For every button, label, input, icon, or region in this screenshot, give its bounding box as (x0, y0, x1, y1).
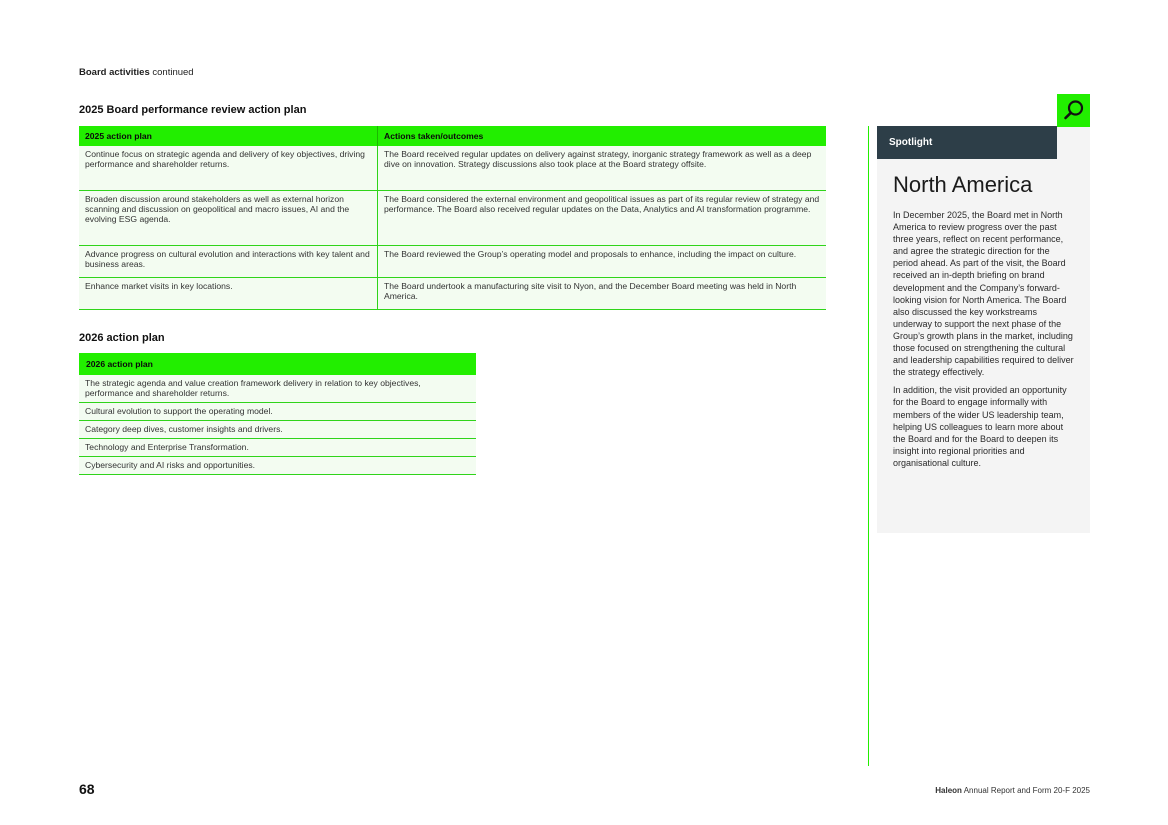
table-row (79, 375, 476, 403)
section-continued: continued (152, 67, 194, 78)
action-cell: Continue focus on strategic agenda and delivery of key objectives, driving performance and shareholder returns. (79, 146, 378, 191)
action-cell: Enhance market visits in key locations. (79, 278, 378, 310)
plan-cell: Technology and Enterprise Transformation. (79, 439, 476, 457)
table-row (79, 191, 826, 246)
spotlight-title: North America (893, 172, 1033, 197)
section-header (79, 67, 194, 78)
column-header-action-plan: 2025 action plan (79, 126, 378, 146)
table-row (79, 421, 476, 439)
plan-cell: Cultural evolution to support the operating model. (79, 403, 476, 421)
outcome-cell: The Board received regular updates on delivery against strategy, inorganic strategy framework as well as a deep dive on innovation. Strategy discussions also took place at the Board strategy offsite. (378, 146, 827, 191)
outcome-cell: The Board undertook a manufacturing site visit to Nyon, and the December Board meeting was held in North America. (378, 278, 827, 310)
table-row (79, 246, 826, 278)
action-cell: Broaden discussion around stakeholders as well as external horizon scanning and discussion on geopolitical and macro issues, AI and the evolving ESG agenda. (79, 191, 378, 246)
review-2025-table (79, 126, 826, 310)
footer-doc: Annual Report and Form 20-F 2025 (963, 786, 1090, 795)
table-row (79, 278, 826, 310)
table-row (79, 457, 476, 475)
plan-cell: Category deep dives, customer insights and drivers. (79, 421, 476, 439)
plan-2026-title: 2026 action plan (79, 332, 165, 344)
table-row (79, 439, 476, 457)
page-number: 68 (79, 781, 95, 797)
search-icon (1057, 94, 1090, 127)
footer-doc-title (935, 786, 1090, 795)
column-header-outcomes: Actions taken/outcomes (378, 126, 827, 146)
spotlight-body (893, 209, 1077, 475)
column-header-2026-plan: 2026 action plan (79, 353, 476, 375)
footer-brand: Haleon (935, 786, 962, 795)
plan-cell: Cybersecurity and AI risks and opportunities. (79, 457, 476, 475)
section-title: Board activities (79, 67, 150, 78)
outcome-cell: The Board considered the external environment and geopolitical issues as part of its regular review of strategy and performance. The Board also received regular updates on the Data, Analytics and AI transformation programme. (378, 191, 827, 246)
spotlight-tab: Spotlight (877, 126, 1057, 159)
vertical-divider (868, 126, 869, 766)
review-2025-title: 2025 Board performance review action plan (79, 104, 307, 116)
outcome-cell: The Board reviewed the Group’s operating model and proposals to enhance, including the impact on culture. (378, 246, 827, 278)
spotlight-paragraph: In addition, the visit provided an opportunity for the Board to engage informally with members of the wider US leadership team, helping US colleagues to learn more about the Board and for the Board to deepen its insight into regional priorities and organisational culture. (893, 385, 1067, 468)
spotlight-paragraph: In December 2025, the Board met in North America to review progress over the past three years, reflect on recent performance, and agree the strategic direction for the period ahead. As part of the visit, the Board received an in-depth briefing on brand development and the Company’s forward-looking vision for North America. The Board also discussed the key workstreams underway to support the next phase of the Group’s growth plans in the market, including those focused on strengthening the cultural and leadership capabilities required to deliver the strategy effectively. (893, 210, 1074, 378)
plan-2026-table (79, 353, 476, 475)
table-row (79, 403, 476, 421)
action-cell: Advance progress on cultural evolution and interactions with key talent and business areas. (79, 246, 378, 278)
plan-cell: The strategic agenda and value creation framework delivery in relation to key objectives, performance and shareholder returns. (79, 375, 476, 403)
table-row (79, 146, 826, 191)
